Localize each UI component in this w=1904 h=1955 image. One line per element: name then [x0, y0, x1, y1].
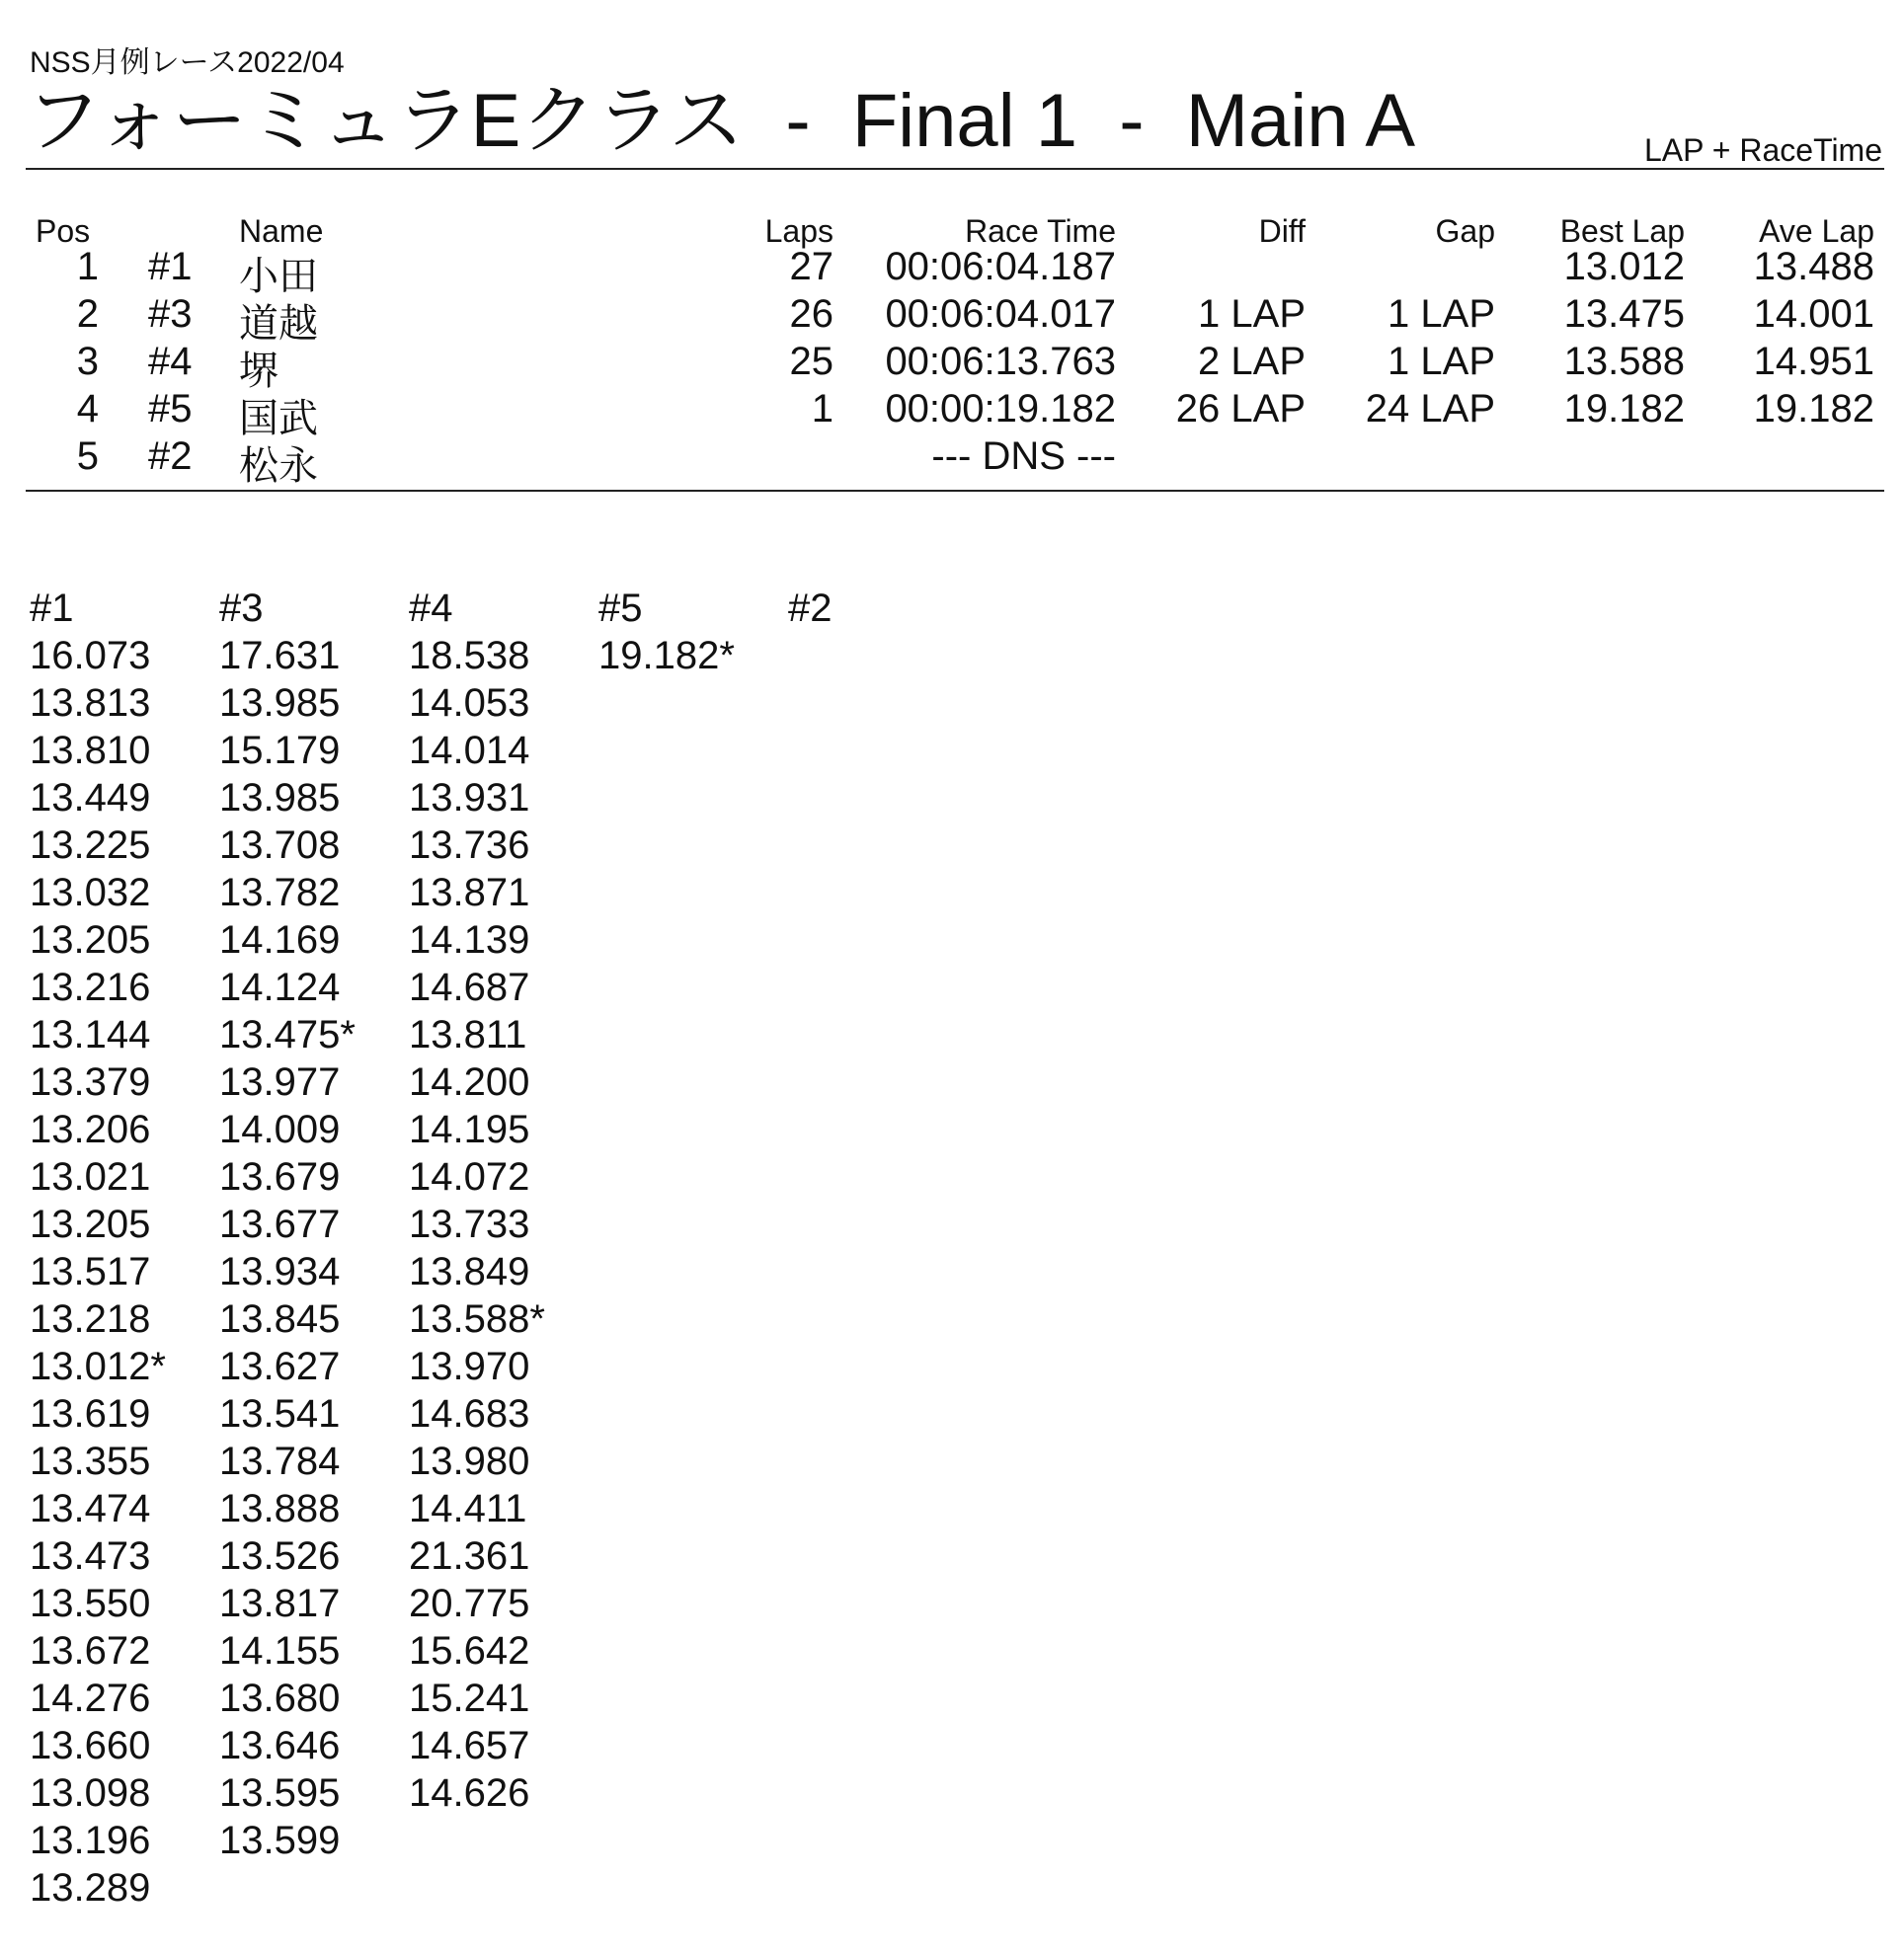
lap-time-cell: 14.276	[30, 1677, 151, 1720]
lap-time-cell: 13.541	[219, 1392, 341, 1436]
lap-time-cell: 13.196	[30, 1819, 151, 1862]
lap-time-cell: 14.683	[409, 1392, 530, 1436]
result-gap: 24 LAP	[1365, 387, 1495, 430]
lap-time-cell: 13.144	[30, 1013, 151, 1056]
lap-time-cell: 13.784	[219, 1440, 341, 1483]
lap-time-cell: 13.980	[409, 1440, 530, 1483]
result-race-time: 00:06:04.017	[885, 292, 1116, 336]
lap-time-cell: 13.970	[409, 1345, 530, 1388]
result-car-number: #2	[148, 434, 193, 478]
lap-time-cell: 13.550	[30, 1582, 151, 1625]
lap-time-cell: 13.619	[30, 1392, 151, 1436]
lap-time-cell: 14.657	[409, 1724, 530, 1767]
lap-time-cell: 13.449	[30, 776, 151, 820]
lap-time-cell: 13.218	[30, 1297, 151, 1341]
result-pos: 3	[76, 340, 99, 383]
col-header-pos: Pos	[36, 213, 91, 249]
lap-time-cell: 13.473	[30, 1534, 151, 1578]
lap-column	[30, 585, 207, 1912]
lap-time-cell: 13.782	[219, 871, 341, 914]
result-pos: 2	[76, 292, 99, 336]
lap-time-cell: 16.073	[30, 634, 151, 677]
result-driver-name: 堺	[239, 350, 278, 393]
lap-time-cell: 13.355	[30, 1440, 151, 1483]
lap-time-cell: 13.517	[30, 1250, 151, 1293]
result-car-number: #3	[148, 292, 193, 336]
lap-time-cell: 14.626	[409, 1771, 530, 1815]
lap-time-cell: 14.053	[409, 681, 530, 725]
result-car-number: #5	[148, 387, 193, 430]
lap-time-cell: 13.708	[219, 823, 341, 867]
result-pos: 4	[76, 387, 99, 430]
result-ave-lap: 14.001	[1753, 292, 1874, 336]
result-ave-lap: 14.951	[1753, 340, 1874, 383]
result-pos: 5	[76, 434, 99, 478]
result-row	[0, 387, 1904, 440]
lap-column	[598, 585, 776, 679]
result-row	[0, 292, 1904, 346]
result-best-lap: 13.588	[1563, 340, 1685, 383]
lap-time-cell: 13.032	[30, 871, 151, 914]
lap-time-cell: 14.195	[409, 1108, 530, 1151]
result-laps: 26	[789, 292, 833, 336]
lap-time-cell: 13.672	[30, 1629, 151, 1673]
lap-time-cell: 13.811	[409, 1013, 527, 1056]
result-gap: 1 LAP	[1388, 340, 1495, 383]
lap-time-cell: 13.216	[30, 966, 151, 1009]
lap-time-cell: 13.888	[219, 1487, 341, 1530]
result-car-number: #4	[148, 340, 193, 383]
lap-time-cell: 14.411	[409, 1487, 527, 1530]
lap-time-cell: 15.179	[219, 729, 341, 772]
lap-time-cell: 13.736	[409, 823, 530, 867]
col-header-diff: Diff	[1258, 213, 1306, 249]
lap-time-cell: 14.169	[219, 918, 341, 962]
result-laps: 27	[789, 245, 833, 288]
lap-time-cell: 13.871	[409, 871, 530, 914]
lap-time-cell: 15.642	[409, 1629, 530, 1673]
results-divider	[26, 490, 1884, 492]
result-laps: 25	[789, 340, 833, 383]
race-title: フォーミュラEクラス - Final 1 - Main A	[26, 79, 1416, 163]
result-row	[0, 340, 1904, 393]
result-ave-lap: 19.182	[1753, 387, 1874, 430]
result-diff: 26 LAP	[1175, 387, 1306, 430]
lap-time-cell: 13.379	[30, 1060, 151, 1104]
col-header-laps: Laps	[764, 213, 833, 249]
result-race-time: 00:06:04.187	[885, 245, 1116, 288]
lap-time-cell: 13.985	[219, 776, 341, 820]
lap-time-cell: 13.677	[219, 1203, 341, 1246]
lap-time-cell: 13.931	[409, 776, 530, 820]
lap-time-cell: 21.361	[409, 1534, 530, 1578]
lap-column	[788, 585, 966, 632]
lap-column-car-number: #1	[30, 586, 74, 630]
result-driver-name: 松永	[239, 444, 318, 488]
col-header-best-lap: Best Lap	[1559, 213, 1685, 249]
lap-time-cell: 14.687	[409, 966, 530, 1009]
lap-time-cell: 13.205	[30, 918, 151, 962]
lap-time-cell: 17.631	[219, 634, 341, 677]
header-divider	[26, 168, 1884, 170]
lap-time-cell: 14.072	[409, 1155, 530, 1199]
result-ave-lap: 13.488	[1753, 245, 1874, 288]
lap-time-cell: 13.627	[219, 1345, 341, 1388]
lap-time-cell: 13.679	[219, 1155, 341, 1199]
lap-time-cell: 13.098	[30, 1771, 151, 1815]
result-row	[0, 245, 1904, 298]
lap-time-cell: 20.775	[409, 1582, 530, 1625]
col-header-race-time: Race Time	[965, 213, 1116, 249]
col-header-name: Name	[239, 213, 324, 249]
lap-time-cell: 13.012*	[30, 1345, 166, 1388]
result-race-time: 00:00:19.182	[885, 387, 1116, 430]
lap-time-cell: 13.849	[409, 1250, 530, 1293]
lap-time-cell: 13.475*	[219, 1013, 356, 1056]
lap-time-cell: 13.588*	[409, 1297, 545, 1341]
result-best-lap: 13.475	[1563, 292, 1685, 336]
result-car-number: #1	[148, 245, 193, 288]
lap-time-cell: 13.845	[219, 1297, 341, 1341]
event-title: NSS月例レース2022/04	[30, 46, 345, 79]
lap-time-cell: 14.124	[219, 966, 341, 1009]
result-row	[0, 434, 1904, 488]
lap-time-cell: 14.139	[409, 918, 530, 962]
col-header-ave-lap: Ave Lap	[1759, 213, 1874, 249]
lap-time-cell: 13.646	[219, 1724, 341, 1767]
lap-time-cell: 13.206	[30, 1108, 151, 1151]
result-driver-name: 国武	[239, 397, 318, 440]
result-driver-name: 小田	[239, 255, 318, 298]
lap-column	[409, 585, 587, 1817]
lap-time-cell: 13.021	[30, 1155, 151, 1199]
lap-time-cell: 13.289	[30, 1866, 151, 1910]
lap-time-cell: 14.014	[409, 729, 530, 772]
lap-column-car-number: #3	[219, 586, 264, 630]
lap-time-cell: 14.009	[219, 1108, 341, 1151]
result-best-lap: 19.182	[1563, 387, 1685, 430]
lap-time-cell: 13.526	[219, 1534, 341, 1578]
lap-time-cell: 13.810	[30, 729, 151, 772]
lap-time-cell: 19.182*	[598, 634, 735, 677]
col-header-gap: Gap	[1435, 213, 1495, 249]
lap-time-cell: 13.205	[30, 1203, 151, 1246]
report-mode-label: LAP + RaceTime	[1644, 132, 1882, 168]
lap-time-cell: 13.817	[219, 1582, 341, 1625]
lap-time-cell: 13.474	[30, 1487, 151, 1530]
lap-time-cell: 14.155	[219, 1629, 341, 1673]
result-pos: 1	[76, 245, 99, 288]
result-diff: 1 LAP	[1198, 292, 1306, 336]
result-driver-name: 道越	[239, 302, 318, 346]
result-race-time: 00:06:13.763	[885, 340, 1116, 383]
lap-time-cell: 13.599	[219, 1819, 341, 1862]
result-race-time: --- DNS ---	[931, 434, 1116, 478]
lap-column-car-number: #4	[409, 586, 453, 630]
lap-time-cell: 14.200	[409, 1060, 530, 1104]
result-laps: 1	[811, 387, 833, 430]
lap-time-cell: 13.660	[30, 1724, 151, 1767]
lap-time-cell: 13.595	[219, 1771, 341, 1815]
lap-time-cell: 18.538	[409, 634, 530, 677]
lap-time-cell: 13.934	[219, 1250, 341, 1293]
lap-time-cell: 15.241	[409, 1677, 530, 1720]
lap-column-car-number: #5	[598, 586, 643, 630]
lap-column	[219, 585, 397, 1864]
lap-time-cell: 13.225	[30, 823, 151, 867]
result-gap: 1 LAP	[1388, 292, 1495, 336]
lap-time-cell: 13.733	[409, 1203, 530, 1246]
lap-column-car-number: #2	[788, 586, 833, 630]
result-best-lap: 13.012	[1563, 245, 1685, 288]
lap-time-cell: 13.680	[219, 1677, 341, 1720]
lap-time-cell: 13.985	[219, 681, 341, 725]
result-diff: 2 LAP	[1198, 340, 1306, 383]
lap-time-cell: 13.977	[219, 1060, 341, 1104]
lap-time-cell: 13.813	[30, 681, 151, 725]
